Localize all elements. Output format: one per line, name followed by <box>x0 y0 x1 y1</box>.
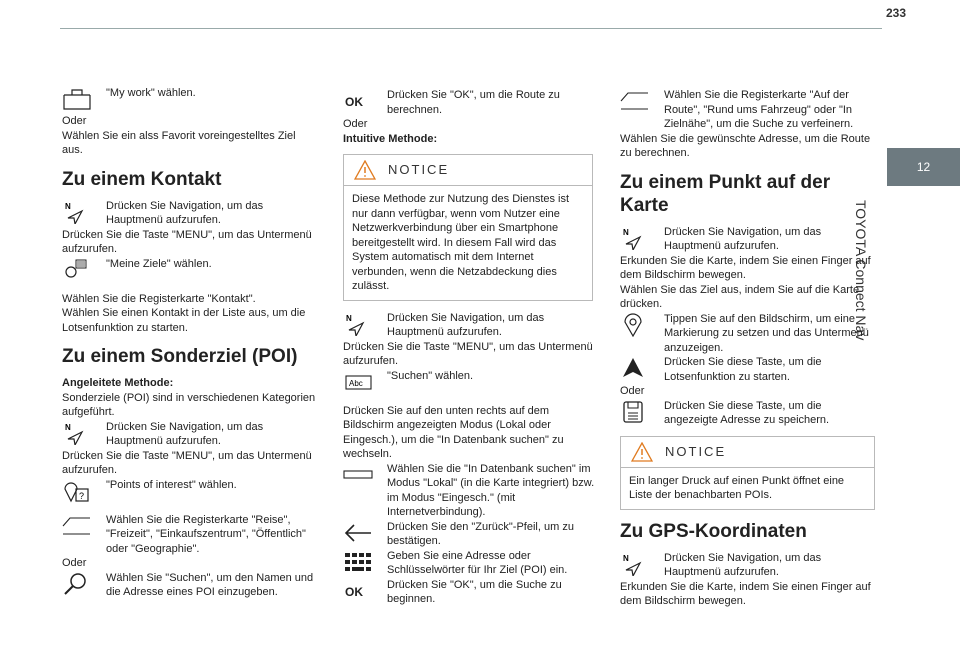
tab-icon <box>62 514 92 538</box>
column-2 <box>343 88 600 607</box>
notice-text: Diese Methode zur Nutzung des Dienstes ist nur dann verfügbar, wenn vom Nutzer eine Netzwerkverbindung über ein Smartphone bereitgestellt wird. In diesem Fall wird das System automatisch mit dem Internet verbunden, wenn die Netzabdeckung dies zulässt. <box>352 193 570 292</box>
column-1 <box>62 86 319 600</box>
svg-text:Abc: Abc <box>349 378 363 388</box>
step-text: Wählen Sie die Registerkarte "Reise", "Freizeit", "Einkaufszentrum", "Öffentlich" oder "Geographie". <box>106 513 306 555</box>
step-text: "Suchen" wählen. <box>387 369 474 382</box>
method-label: Intuitive Methode: <box>343 132 438 145</box>
step-row <box>620 355 877 384</box>
heading-kontakt: Zu einem Kontakt <box>62 168 222 190</box>
step-text: Wählen Sie ein alss Favorit voreingestelltes Ziel aus. <box>62 129 296 156</box>
step-row <box>620 88 877 132</box>
step-row <box>343 88 600 117</box>
or-text: Oder <box>62 557 87 569</box>
svg-text:N: N <box>65 201 71 211</box>
step-row <box>62 199 319 228</box>
page-number: 233 <box>886 6 907 20</box>
search-icon <box>62 572 92 596</box>
grid-icon <box>343 550 373 574</box>
step-text: Tippen Sie auf den Bildschirm, um eine Markierung zu setzen und das Untermenü anzuzeigen. <box>664 312 869 354</box>
step-row <box>343 311 600 340</box>
navigation-icon <box>343 312 373 336</box>
navigation-icon <box>620 226 650 250</box>
step-text: Drücken Sie auf den unten rechts auf dem Bildschirm angezeigten Modus (Lokal oder Eingesch.), um die "In Datenbank suchen" zu wechseln. <box>343 404 564 460</box>
step-text: Drücken Sie Navigation, um das Hauptmenü aufzurufen. <box>106 199 264 226</box>
step-text: Drücken Sie diese Taste, um die angezeigte Adresse zu speichern. <box>664 399 830 426</box>
step-text: Drücken Sie die Taste "MENU", um das Untermenü aufzurufen. <box>343 340 593 367</box>
step-row <box>62 86 319 114</box>
step-row <box>343 549 600 578</box>
step-text: Drücken Sie Navigation, um das Hauptmenü aufzurufen. <box>387 311 545 338</box>
step-row <box>620 225 877 254</box>
step-text: Drücken Sie Navigation, um das Hauptmenü aufzurufen. <box>664 225 822 252</box>
svg-text:N: N <box>65 422 71 432</box>
step-row <box>62 513 319 557</box>
chapter-title: TOYOTA Connect Nav <box>853 200 869 341</box>
or-text: Oder <box>620 385 645 397</box>
notice-text: Ein langer Druck auf einen Punkt öffnet eine Liste der benachbarten POIs. <box>629 474 845 501</box>
step-row <box>62 257 319 285</box>
step-text: Wählen Sie die Registerkarte "Auf der Route", "Rund ums Fahrzeug" oder "In Zielnähe", um die Suche zu verfeinern. <box>664 89 854 130</box>
column-3 <box>620 88 877 609</box>
header-divider <box>60 28 882 29</box>
step-text: "Points of interest" wählen. <box>106 478 237 491</box>
step-row <box>62 478 319 506</box>
svg-text:?: ? <box>79 490 85 501</box>
back-arrow-icon <box>343 521 373 545</box>
step-text: Drücken Sie die Taste "MENU", um das Untermenü aufzurufen. <box>62 449 312 476</box>
notice-box <box>620 436 875 510</box>
step-row <box>343 520 600 549</box>
step-text: Drücken Sie Navigation, um das Hauptmenü aufzurufen. <box>664 551 822 578</box>
step-text: Wählen Sie das Ziel aus, indem Sie auf die Karte drücken. <box>620 283 860 310</box>
step-text: Drücken Sie die Taste "MENU", um das Untermenü aufzurufen. <box>62 228 312 255</box>
step-text: Wählen Sie die gewünschte Adresse, um die Route zu berechnen. <box>620 132 871 159</box>
step-row <box>620 312 877 356</box>
method-label: Angeleitete Methode: <box>62 377 174 389</box>
step-text: Wählen Sie die "In Datenbank suchen" im Modus "Lokal" (in die Karte integriert) bzw. im Modus "Eingesch." (mit Internetverbindung). <box>387 462 595 518</box>
step-row <box>343 578 600 607</box>
notice-title: NOTICE <box>388 162 450 177</box>
step-row <box>343 369 600 397</box>
guidance-icon <box>620 356 650 380</box>
heading-karte: Zu einem Punkt auf der Karte <box>620 171 831 216</box>
home-icon <box>62 87 92 111</box>
step-text: Drücken Sie "OK", um die Suche zu beginnen. <box>387 578 562 605</box>
step-row <box>62 571 319 600</box>
heading-gps: Zu GPS-Koordinaten <box>620 520 807 542</box>
navigation-icon <box>62 421 92 445</box>
step-text: Drücken Sie diese Taste, um die Lotsenfunktion zu starten. <box>664 356 822 383</box>
step-row <box>620 551 877 580</box>
step-text: Geben Sie eine Adresse oder Schlüsselwörter für Ihr Ziel (POI) ein. <box>387 549 568 576</box>
step-text: Sonderziele (POI) sind in verschiedenen Kategorien aufgeführt. <box>62 391 316 418</box>
or-text: Oder <box>62 115 87 127</box>
step-text: Erkunden Sie die Karte, indem Sie einen Finger auf dem Bildschirm bewegen. <box>620 580 871 607</box>
chapter-number-tab: 12 <box>887 148 960 186</box>
poi-icon <box>62 479 92 503</box>
step-text: Drücken Sie den "Zurück"-Pfeil, um zu bestätigen. <box>387 520 574 547</box>
notice-box <box>343 154 593 301</box>
step-row <box>62 420 319 449</box>
svg-text:N: N <box>623 553 629 563</box>
step-text: Wählen Sie einen Kontakt in der Liste aus, um die Lotsenfunktion zu starten. <box>62 307 306 334</box>
my-destinations-icon <box>62 258 92 282</box>
step-text: Wählen Sie "Suchen", um den Namen und die Adresse eines POI einzugeben. <box>106 571 314 598</box>
tab-icon <box>620 89 650 113</box>
step-text: "My work" wählen. <box>106 87 196 99</box>
svg-text:N: N <box>346 313 352 323</box>
step-text: Erkunden Sie die Karte, indem Sie einen Finger auf dem Bildschirm bewegen. <box>620 254 871 281</box>
warning-icon <box>354 160 376 180</box>
step-text: "Meine Ziele" wählen. <box>106 257 212 270</box>
or-text: Oder <box>343 118 368 130</box>
navigation-icon <box>620 552 650 576</box>
save-icon <box>620 400 650 424</box>
location-pin-icon <box>620 313 650 337</box>
heading-poi: Zu einem Sonderziel (POI) <box>62 346 298 367</box>
step-text: Drücken Sie "OK", um die Route zu berechnen. <box>387 89 560 116</box>
step-row <box>343 462 600 520</box>
notice-title: NOTICE <box>665 443 727 459</box>
step-text: Drücken Sie Navigation, um das Hauptmenü aufzurufen. <box>106 420 264 447</box>
svg-text:N: N <box>623 227 629 237</box>
ok-icon: OK <box>345 95 363 109</box>
ok-icon: OK <box>345 584 363 599</box>
keyboard-icon <box>343 370 373 394</box>
navigation-icon <box>62 200 92 224</box>
input-field-icon <box>343 463 373 487</box>
step-row <box>620 399 877 428</box>
warning-icon <box>631 442 653 462</box>
step-text: Wählen Sie die Registerkarte "Kontakt". <box>62 292 256 305</box>
